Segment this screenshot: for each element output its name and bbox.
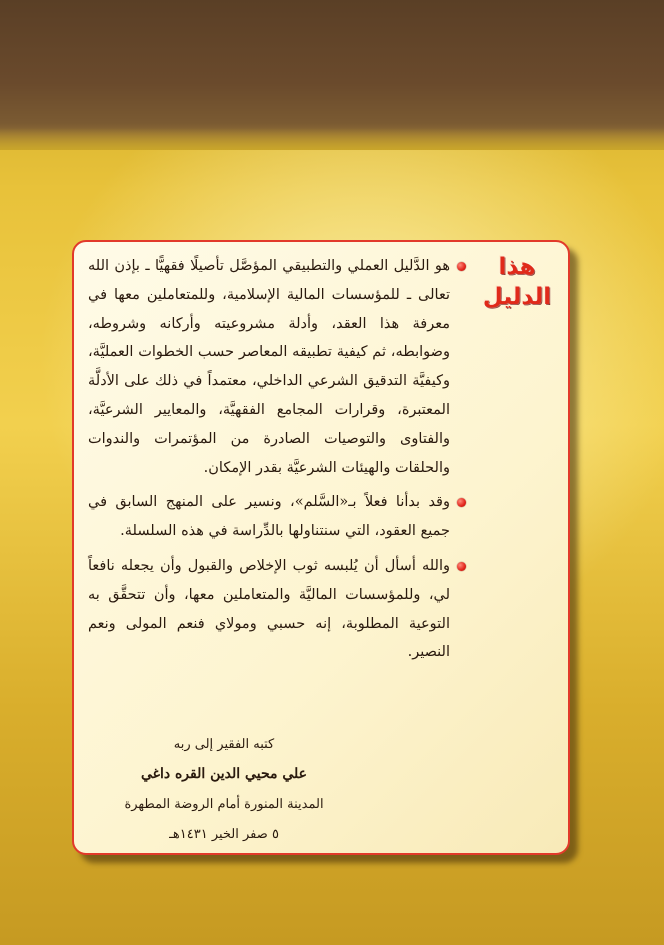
signature-intro: كتبه الفقير إلى ربه xyxy=(173,737,275,752)
paragraph-2 xyxy=(88,488,466,546)
signature-place: المدينة المنورة أمام الروضة المطهرة xyxy=(124,797,324,812)
card-body xyxy=(88,252,466,673)
intro-card xyxy=(72,240,570,855)
bullet-icon xyxy=(457,562,466,571)
bullet-icon xyxy=(457,498,466,507)
signature-name: علي محيي الدين القره داغي xyxy=(140,766,308,782)
card-heading xyxy=(478,252,556,312)
heading-line-2: الدليل xyxy=(482,284,552,310)
bullet-icon xyxy=(457,262,466,271)
paragraph-text: هو الدَّليل العملي والتطبيقي المؤصَّل تأصيلًا فقهيًّا ـ بإذن الله تعالى ـ للمؤسسات المالية الإسلامية، وللمتعاملين معها في معرفة هذا العقد، وأدلة مشروعيته وأركانه وشروطه، وضوابطه، ثم كيفية تطبيقه المعاصر حسب الخطوات العمليَّة، وكيفيَّة التدقيق الشرعي الداخلي، معتمداً في ذلك على الأدلَّة المعتبرة، وقرارات المجامع الفقهيَّة، والمعايير الشرعيَّة، والفتاوى والتوصيات الصادرة من المؤتمرات والندوات والحلقات والهيئات الشرعيَّة بقدر الإمكان. xyxy=(88,258,450,476)
paragraph-text: والله أسأل أن يُلبسه ثوب الإخلاص والقبول وأن يجعله نافعاً لي، وللمؤسسات الماليَّة والمتعاملين معها، وأن تتحقَّق به التوعية المطلوبة، إنه حسبي ومولاي فنعم المولى ونعم النصير. xyxy=(88,557,450,661)
paragraph-text: وقد بدأنا فعلاً بـ«السَّلم»، ونسير على المنهج السابق في جميع العقود، التي سنتناولها بالدِّراسة في هذه السلسلة. xyxy=(88,494,450,540)
paragraph-1 xyxy=(88,252,466,482)
top-band xyxy=(0,0,664,150)
signature-date: ٥ صفر الخير ١٤٣١هـ xyxy=(169,827,279,842)
paragraph-3 xyxy=(88,552,466,667)
heading-line-1: هذا xyxy=(498,254,536,280)
